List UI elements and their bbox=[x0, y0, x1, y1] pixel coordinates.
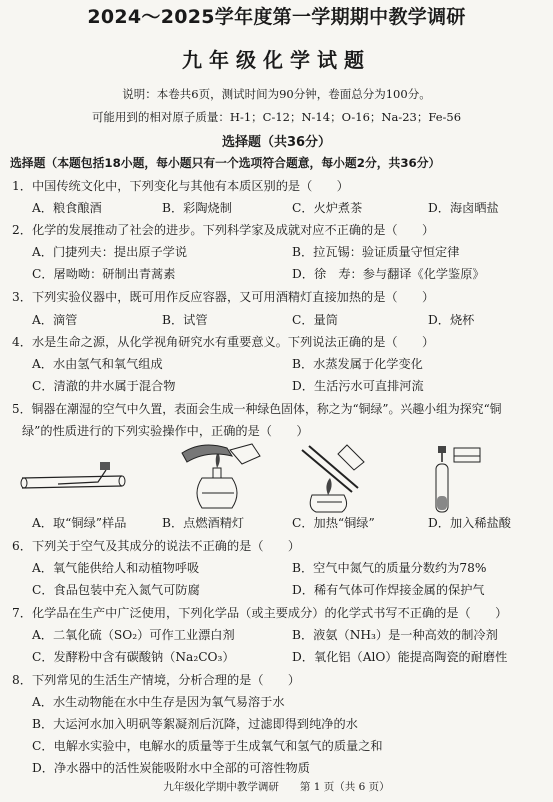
q8-option-d: D．净水器中的活性炭能吸附水中全部的可溶性物质 bbox=[32, 761, 310, 775]
q2-option-a: A．门捷列夫：提出原子学说 bbox=[32, 245, 188, 259]
q7-option-c: C．发酵粉中含有碳酸钠（Na₂CO₃） bbox=[32, 650, 235, 664]
q2-option-b: B．拉瓦锡：验证质量守恒定律 bbox=[292, 245, 460, 259]
question-1: 1．中国传统文化中，下列变化与其他有本质区别的是（ ） bbox=[12, 179, 349, 193]
question-4: 4．水是生命之源，从化学视角研究水有重要意义。下列说法正确的是（ ） bbox=[12, 335, 435, 349]
q5-option-c: C．加热“铜绿” bbox=[292, 516, 375, 530]
q7-option-a: A．二氧化硫（SO₂）可作工业漂白剂 bbox=[32, 628, 235, 642]
figure-d-add-acid bbox=[424, 446, 494, 514]
question-6: 6．下列关于空气及其成分的说法不正确的是（ ） bbox=[12, 539, 301, 553]
q3-option-a: A．滴管 bbox=[32, 313, 78, 327]
q5-option-a: A．取“铜绿”样品 bbox=[32, 516, 127, 530]
section-instructions: 选择题（本题包括18小题，每小题只有一个选项符合题意，每小题2分，共36分） bbox=[10, 156, 441, 170]
q1-option-a: A．粮食酿酒 bbox=[32, 201, 102, 215]
question-3: 3．下列实验仪器中，既可用作反应容器，又可用酒精灯直接加热的是（ ） bbox=[12, 290, 435, 304]
q7-option-b: B．液氨（NH₃）是一种高效的制冷剂 bbox=[292, 628, 498, 642]
exam-title: 2024～2025学年度第一学期期中教学调研 bbox=[87, 6, 466, 28]
question-5-cont: 绿”的性质进行的下列实验操作中，正确的是（ ） bbox=[22, 424, 309, 438]
question-2: 2．化学的发展推动了社会的进步。下列科学家及成就对应不正确的是（ ） bbox=[12, 223, 435, 237]
exam-subtitle: 九年级化学试题 bbox=[182, 48, 371, 72]
q5-option-b: B．点燃酒精灯 bbox=[162, 516, 245, 530]
atomic-masses: 可能用到的相对原子质量：H-1；C-12；N-14；O-16；Na-23；Fe-56 bbox=[91, 110, 462, 124]
question-7: 7．化学品在生产中广泛使用，下列化学品（或主要成分）的化学式书写不正确的是（ ） bbox=[12, 606, 508, 620]
q3-option-c: C．量筒 bbox=[292, 313, 338, 327]
q1-option-c: C．火炉煮茶 bbox=[292, 201, 363, 215]
q8-option-c: C．电解水实验中，电解水的质量等于生成氧气和氢气的质量之和 bbox=[32, 739, 383, 753]
figure-b-light-lamp bbox=[172, 438, 267, 513]
q4-option-b: B．水蒸发属于化学变化 bbox=[292, 357, 423, 371]
q6-option-a: A．氧气能供给人和动植物呼吸 bbox=[32, 561, 200, 575]
figure-c-heat-sample bbox=[292, 440, 372, 514]
q6-option-c: C．食品包装中充入氮气可防腐 bbox=[32, 583, 200, 597]
q8-option-a: A．水生动物能在水中生存是因为氧气易溶于水 bbox=[32, 695, 285, 709]
figure-a-take-sample bbox=[18, 448, 138, 508]
q6-option-b: B．空气中氮气的质量分数约为78% bbox=[292, 561, 487, 575]
question-8: 8．下列常见的生活生产情境，分析合理的是（ ） bbox=[12, 673, 301, 687]
q1-option-d: D．海卤晒盐 bbox=[428, 201, 499, 215]
q7-option-d: D．氧化铝（AlO）能提高陶瓷的耐磨性 bbox=[292, 650, 508, 664]
q3-option-b: B．试管 bbox=[162, 313, 208, 327]
page-footer: 九年级化学期中教学调研 第 1 页（共 6 页） bbox=[163, 781, 390, 793]
q1-option-b: B．彩陶烧制 bbox=[162, 201, 232, 215]
q4-option-d: D．生活污水可直排河流 bbox=[292, 379, 424, 393]
q6-option-d: D．稀有气体可作焊接金属的保护气 bbox=[292, 583, 485, 597]
question-5: 5．铜器在潮湿的空气中久置，表面会生成一种绿色固体，称之为“铜绿”。兴趣小组为探究“铜 bbox=[12, 402, 502, 416]
q4-option-a: A．水由氢气和氧气组成 bbox=[32, 357, 163, 371]
q4-option-c: C．清澈的井水属于混合物 bbox=[32, 379, 176, 393]
q5-option-d: D．加入稀盐酸 bbox=[428, 516, 511, 530]
q2-option-d: D．徐 寿：参与翻译《化学鉴原》 bbox=[292, 267, 485, 281]
q2-option-c: C．屠呦呦：研制出青蒿素 bbox=[32, 267, 176, 281]
q3-option-d: D．烧杯 bbox=[428, 313, 475, 327]
section-title: 选择题（共36分） bbox=[221, 135, 332, 150]
q8-option-b: B．大运河水加入明矾等絮凝剂后沉降，过滤即得到纯净的水 bbox=[32, 717, 358, 731]
exam-note: 说明：本卷共6页，测试时间为90分钟，卷面总分为100分。 bbox=[122, 87, 431, 101]
